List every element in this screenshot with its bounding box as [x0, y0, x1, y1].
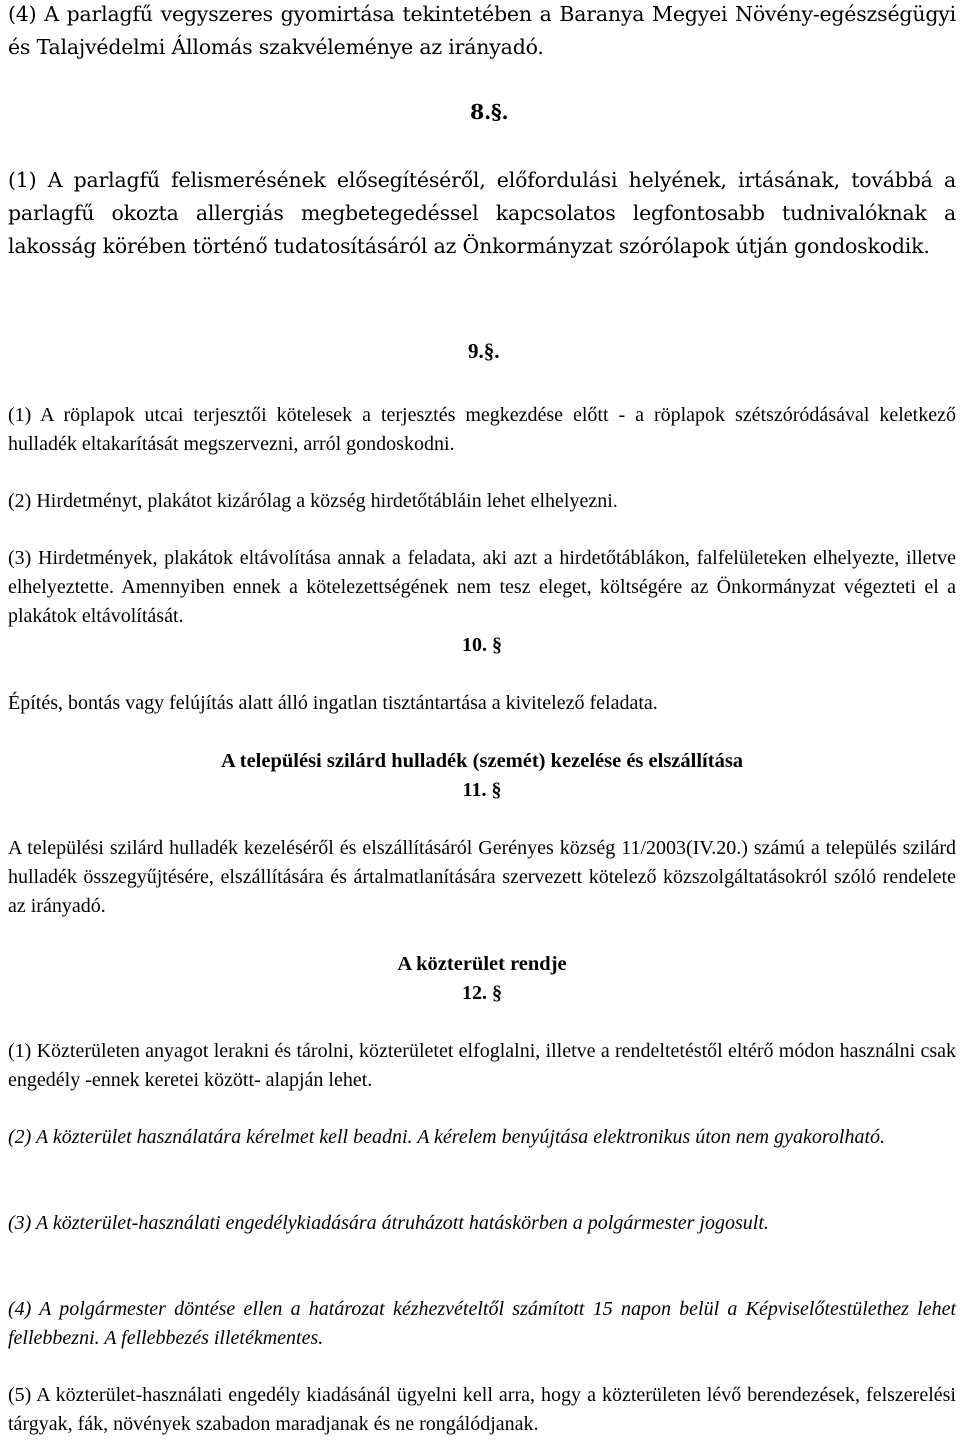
paragraph-12-1: (1) Közterületen anyagot lerakni és tárolni, közterületet elfoglalni, illetve a rendeltetéstől eltérő módon használni csak engedély -ennek keretei között- alapján lehet. [8, 1040, 956, 1091]
section-number: 8. [470, 100, 492, 124]
section-title-12: A közterület rendje [397, 953, 567, 975]
paragraph-12-5: (5) A közterület-használati engedély kiadásánál ügyelni kell arra, hogy a közterületen lévő berendezések, felszerelési tárgyak, fák, növények szabadon maradjanak és ne rongálódjanak. [8, 1384, 956, 1435]
section-number: 11. [462, 779, 487, 801]
paragraph-9-2: (2) Hirdetményt, plakátot kizárólag a község hirdetőtábláin lehet elhelyezni. [8, 490, 618, 512]
paragraph-9-1: (1) A röplapok utcai terjesztői kötelesek a terjesztés megkezdése előtt - a röplapok szétszóródásával keletkező hulladék eltakarítását megszervezni, arról gondoskodni. [8, 404, 956, 455]
section-heading-10 [8, 631, 956, 660]
section-symbol: § [492, 634, 502, 656]
paragraph-12-2: (2) A közterület használatára kérelmet kell beadni. A kérelem benyújtása elektronikus úton nem gyakorolható. [8, 1126, 886, 1148]
section-symbol: §. [483, 339, 500, 363]
section-heading-9 [468, 337, 588, 366]
section-number: 12. [462, 982, 487, 1004]
paragraph-12-3: (3) A közterület-használati engedélykiadására átruházott hatáskörben a polgármester jogosult. [8, 1212, 769, 1234]
section-symbol: § [491, 779, 502, 801]
paragraph-11-1: A települési szilárd hulladék kezeléséről és elszállításáról Gerényes község 11/2003(IV.20.) számú a település szilárd hulladék összegyűjtésére, elszállítására és ártalmatlanítására szervezett kötelező közszolgáltatásokról szóló rendelete az irányadó. [8, 837, 956, 917]
section-number: 10. [462, 634, 487, 656]
paragraph-10-1: Építés, bontás vagy felújítás alatt álló ingatlan tisztántartása a kivitelező feladata. [8, 692, 658, 714]
section-heading-11 [8, 776, 956, 805]
section-heading-12 [8, 979, 956, 1008]
section-number: 9. [468, 339, 484, 363]
paragraph-9-3: (3) Hirdetmények, plakátok eltávolítása annak a feladata, aki azt a hirdetőtáblákon, falfelületeken elhelyezte, illetve elhelyeztette. Amennyiben ennek a kötelezettségének nem tesz eleget, költségére az Önkormányzat végezteti el a plakátok eltávolítását. [8, 547, 956, 627]
section-heading-8 [470, 96, 590, 129]
paragraph-12-4: (4) A polgármester döntése ellen a határozat kézhezvételtől számított 15 napon belül a Képviselőtestülethez lehet fellebbezni. A fellebbezés illetékmentes. [8, 1298, 956, 1349]
section-title-11: A települési szilárd hulladék (szemét) kezelése és elszállítása [220, 750, 744, 772]
paragraph-7-4: (4) A parlagfű vegyszeres gyomirtása tekintetében a Baranya Megyei Növény-egészségügyi és Talajvédelmi Állomás szakvéleménye az irányadó. [8, 2, 956, 59]
paragraph-8-1: (1) A parlagfű felismerésének elősegítéséről, előfordulási helyének, irtásának, továbbá a parlagfű okozta allergiás megbetegedéssel kapcsolatos legfontosabb tudnivalóknak a lakosság körében történő tudatosításáról az Önkormányzat szórólapok útján gondoskodik. [8, 168, 956, 258]
section-symbol: § [492, 982, 502, 1004]
section-symbol: §. [491, 100, 509, 124]
